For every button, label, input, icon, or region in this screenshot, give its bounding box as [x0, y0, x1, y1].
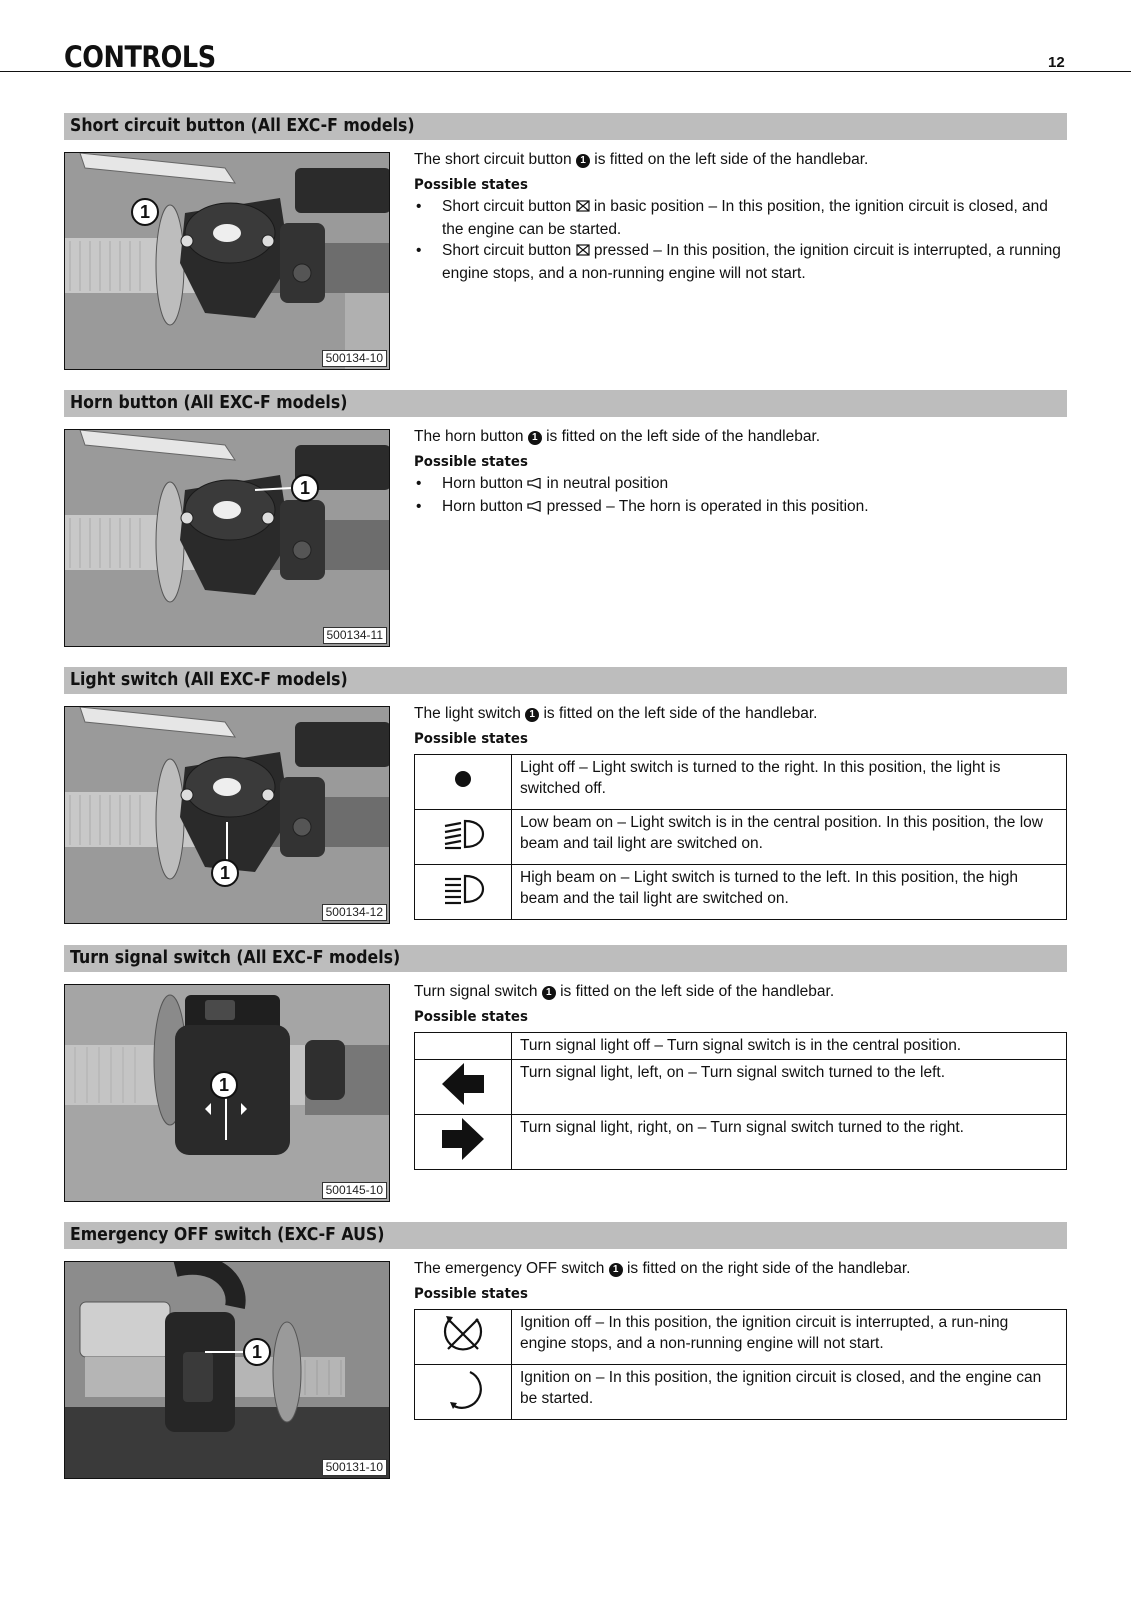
table-row	[415, 1060, 1067, 1115]
section-header	[64, 667, 1067, 694]
section-horn-button	[64, 390, 1067, 650]
horn-symbol-icon	[527, 498, 542, 519]
states-table	[414, 1032, 1067, 1170]
page-header	[0, 36, 1131, 72]
section-body	[414, 149, 1067, 284]
state-description: Turn signal light, left, on – Turn signal switch turned to the left.	[512, 1060, 1067, 1115]
page-number: 12	[1048, 54, 1065, 71]
low-beam-icon	[441, 838, 485, 855]
possible-states-heading: Possible states	[414, 454, 528, 470]
table-row	[415, 865, 1067, 920]
section-header	[64, 390, 1067, 417]
callout-number-inline: 1	[609, 1263, 623, 1277]
intro-text: The horn button 1 is fitted on the left side of the handlebar.	[414, 428, 821, 445]
table-row	[415, 810, 1067, 865]
section-short-circuit-button	[64, 113, 1067, 373]
section-body	[414, 981, 1067, 1028]
callout-number: 1	[243, 1338, 271, 1366]
state-description: Ignition off – In this position, the ignition circuit is interrupted, a run-ning engine stops, and a non-running engine will not start.	[512, 1310, 1067, 1365]
states-list	[414, 196, 1067, 284]
short-circuit-symbol-icon	[576, 242, 590, 263]
callout-number-inline: 1	[525, 708, 539, 722]
table-row	[415, 755, 1067, 810]
image-id: 500131-10	[322, 1459, 387, 1476]
handlebar-switch-illustration	[65, 153, 390, 370]
state-description: Turn signal light, right, on – Turn signal switch turned to the right.	[512, 1115, 1067, 1170]
section-light-switch	[64, 667, 1067, 927]
list-item: • Horn button pressed – The horn is operated in this position.	[414, 496, 1067, 519]
section-title: Short circuit button (All EXC-F models)	[70, 116, 415, 136]
state-description: Ignition on – In this position, the ignition circuit is closed, and the engine can be started.	[512, 1365, 1067, 1420]
section-title: Emergency OFF switch (EXC-F AUS)	[70, 1225, 385, 1245]
states-table	[414, 1309, 1067, 1420]
page-title: CONTROLS	[64, 40, 216, 74]
section-title: Horn button (All EXC-F models)	[70, 393, 348, 413]
section-body	[414, 703, 1067, 750]
section-turn-signal-switch	[64, 945, 1067, 1205]
table-row	[415, 1365, 1067, 1420]
callout-number: 1	[291, 474, 319, 502]
possible-states-heading: Possible states	[414, 1009, 528, 1025]
section-title: Turn signal switch (All EXC-F models)	[70, 948, 401, 968]
state-description: Turn signal light off – Turn signal switch is in the central position.	[512, 1033, 1067, 1060]
section-body	[414, 1258, 1067, 1305]
image-id: 500134-10	[322, 350, 387, 367]
high-beam-icon	[441, 893, 485, 910]
horn-symbol-icon	[527, 475, 542, 496]
callout-number-inline: 1	[542, 986, 556, 1000]
arrow-left-icon	[440, 1094, 486, 1111]
section-header	[64, 1222, 1067, 1249]
state-description: Low beam on – Light switch is in the central position. In this position, the low beam and tail light are switched on.	[512, 810, 1067, 865]
possible-states-heading: Possible states	[414, 731, 528, 747]
table-row	[415, 1115, 1067, 1170]
handlebar-switch-illustration	[65, 707, 390, 924]
intro-text: Turn signal switch 1 is fitted on the left side of the handlebar.	[414, 983, 835, 1000]
ignition-off-icon	[440, 1344, 486, 1361]
table-row	[415, 1310, 1067, 1365]
section-emergency-off-switch	[64, 1222, 1067, 1482]
section-header	[64, 945, 1067, 972]
state-description: High beam on – Light switch is turned to the left. In this position, the high beam and the tail light are switched on.	[512, 865, 1067, 920]
handlebar-photo	[64, 429, 390, 647]
ignition-on-icon	[440, 1399, 486, 1416]
handlebar-photo	[64, 152, 390, 370]
handlebar-photo	[64, 984, 390, 1202]
image-id: 500145-10	[322, 1182, 387, 1199]
image-id: 500134-11	[323, 627, 388, 644]
callout-number-inline: 1	[576, 154, 590, 168]
section-body	[414, 426, 1067, 519]
intro-text: The short circuit button 1 is fitted on the left side of the handlebar.	[414, 151, 869, 168]
list-item: • Short circuit button in basic position – In this position, the ignition circuit is closed, and the engine can be started.	[414, 196, 1067, 240]
possible-states-heading: Possible states	[414, 177, 528, 193]
intro-text: The light switch 1 is fitted on the left side of the handlebar.	[414, 705, 818, 722]
handlebar-photo	[64, 1261, 390, 1479]
section-header	[64, 113, 1067, 140]
states-list	[414, 473, 1067, 519]
light-off-dot-icon	[453, 776, 473, 793]
list-item: • Horn button in neutral position	[414, 473, 1067, 496]
callout-number: 1	[131, 198, 159, 226]
callout-number-inline: 1	[528, 431, 542, 445]
possible-states-heading: Possible states	[414, 1286, 528, 1302]
image-id: 500134-12	[322, 904, 387, 921]
short-circuit-symbol-icon	[576, 198, 590, 219]
table-row	[415, 1033, 1067, 1060]
states-table	[414, 754, 1067, 920]
intro-text: The emergency OFF switch 1 is fitted on the right side of the handlebar.	[414, 1260, 911, 1277]
handlebar-switch-illustration	[65, 430, 390, 647]
handlebar-photo	[64, 706, 390, 924]
state-description: Light off – Light switch is turned to the right. In this position, the light is switched off.	[512, 755, 1067, 810]
section-title: Light switch (All EXC-F models)	[70, 670, 348, 690]
arrow-right-icon	[440, 1149, 486, 1166]
emergency-switch-illustration	[65, 1262, 390, 1479]
callout-number: 1	[210, 1071, 238, 1099]
list-item: • Short circuit button pressed – In this position, the ignition circuit is interrupted, a running engine stops, and a non-running engine will not start.	[414, 240, 1067, 284]
callout-number: 1	[211, 859, 239, 887]
